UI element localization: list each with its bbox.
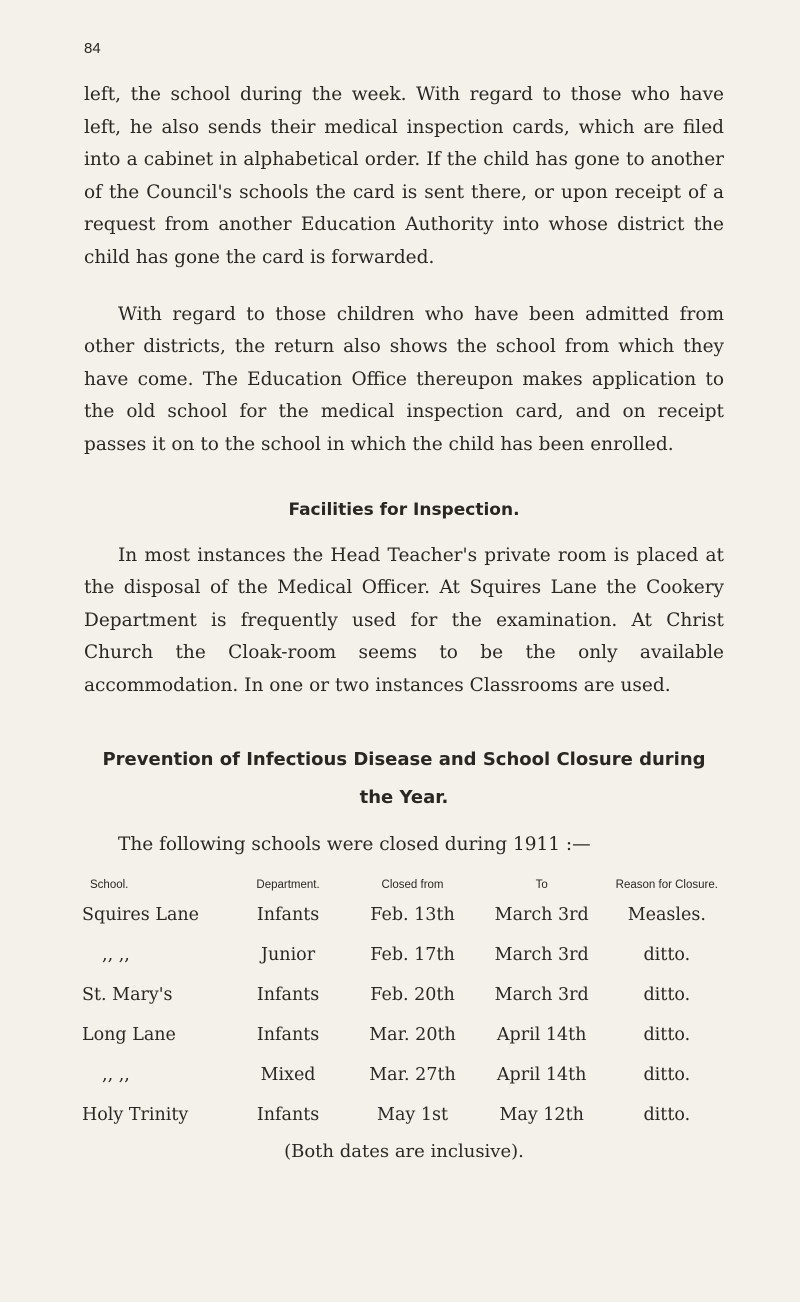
- cell-to: March 3rd: [494, 984, 589, 1005]
- cell-reason: ditto.: [643, 984, 691, 1005]
- cell-closed-from: Feb. 13th: [370, 904, 455, 925]
- cell-school: ,, ,,: [102, 944, 130, 965]
- paragraph-admitted-children: With regard to those children who have been admitted from other districts, the return also shows the school from which they have come. The Education Office thereupon makes application to the old school for the medical inspection card, and on receipt passes it on to the school in which the child has been enrolled.: [84, 303, 724, 455]
- header-school: School.: [90, 878, 129, 891]
- cell-reason: ditto.: [643, 1064, 691, 1085]
- page-number: 84: [84, 40, 101, 57]
- cell-school: Long Lane: [82, 1024, 176, 1045]
- heading-facilities: Facilities for Inspection.: [288, 499, 520, 520]
- document-page: [84, 40, 724, 1162]
- table-row: [76, 935, 726, 975]
- table-header-row: [76, 879, 726, 895]
- cell-school: Holy Trinity: [82, 1104, 189, 1125]
- school-closure-table: [76, 879, 726, 1135]
- cell-closed-from: Feb. 17th: [370, 944, 455, 965]
- table-row: [76, 895, 726, 935]
- cell-school: Squires Lane: [82, 904, 200, 925]
- cell-department: Infants: [256, 984, 320, 1005]
- header-to: To: [535, 878, 548, 891]
- table-row: [76, 975, 726, 1015]
- cell-closed-from: Feb. 20th: [370, 984, 455, 1005]
- header-closed-from: Closed from: [381, 878, 444, 891]
- table-row: [76, 1015, 726, 1055]
- cell-department: Mixed: [260, 1064, 316, 1085]
- heading-prevention: Prevention of Infectious Disease and School Closure during the Year.: [102, 748, 706, 808]
- cell-to: April 14th: [496, 1064, 587, 1085]
- cell-closed-from: Mar. 20th: [369, 1024, 456, 1045]
- table-row: [76, 1055, 726, 1095]
- cell-department: Infants: [256, 904, 320, 925]
- paragraph-card-filing: left, the school during the week. With regard to those who have left, he also sends their medical inspection cards, which are filed into a cabinet in alphabetical order. If the child has gone to another of the Council's schools the card is sent there, or upon receipt of a request from another Education Authority into whose district the child has gone the card is forwarded.: [84, 84, 724, 268]
- header-department: Department.: [256, 878, 320, 891]
- cell-school: St. Mary's: [82, 984, 173, 1005]
- cell-closed-from: May 1st: [377, 1104, 448, 1125]
- footnote-inclusive-dates: (Both dates are inclusive).: [284, 1140, 524, 1162]
- cell-to: May 12th: [499, 1104, 584, 1125]
- header-reason: Reason for Closure.: [615, 878, 718, 891]
- cell-to: April 14th: [496, 1024, 587, 1045]
- cell-department: Junior: [261, 944, 316, 965]
- cell-to: March 3rd: [494, 944, 589, 965]
- closure-intro: The following schools were closed during 1911 :—: [118, 833, 591, 855]
- cell-reason: Measles.: [627, 904, 706, 925]
- cell-department: Infants: [256, 1024, 320, 1045]
- cell-reason: ditto.: [643, 944, 691, 965]
- cell-reason: ditto.: [643, 1104, 691, 1125]
- cell-closed-from: Mar. 27th: [369, 1064, 456, 1085]
- cell-department: Infants: [256, 1104, 320, 1125]
- paragraph-facilities: In most instances the Head Teacher's private room is placed at the disposal of the Medical Officer. At Squires Lane the Cookery Department is frequently used for the examination. At Christ Church the Cloak-room seems to be the only available accommodation. In one or two instances Classrooms are used.: [84, 544, 724, 696]
- cell-school: ,, ,,: [102, 1064, 130, 1085]
- table-row: [76, 1095, 726, 1135]
- cell-reason: ditto.: [643, 1024, 691, 1045]
- cell-to: March 3rd: [494, 904, 589, 925]
